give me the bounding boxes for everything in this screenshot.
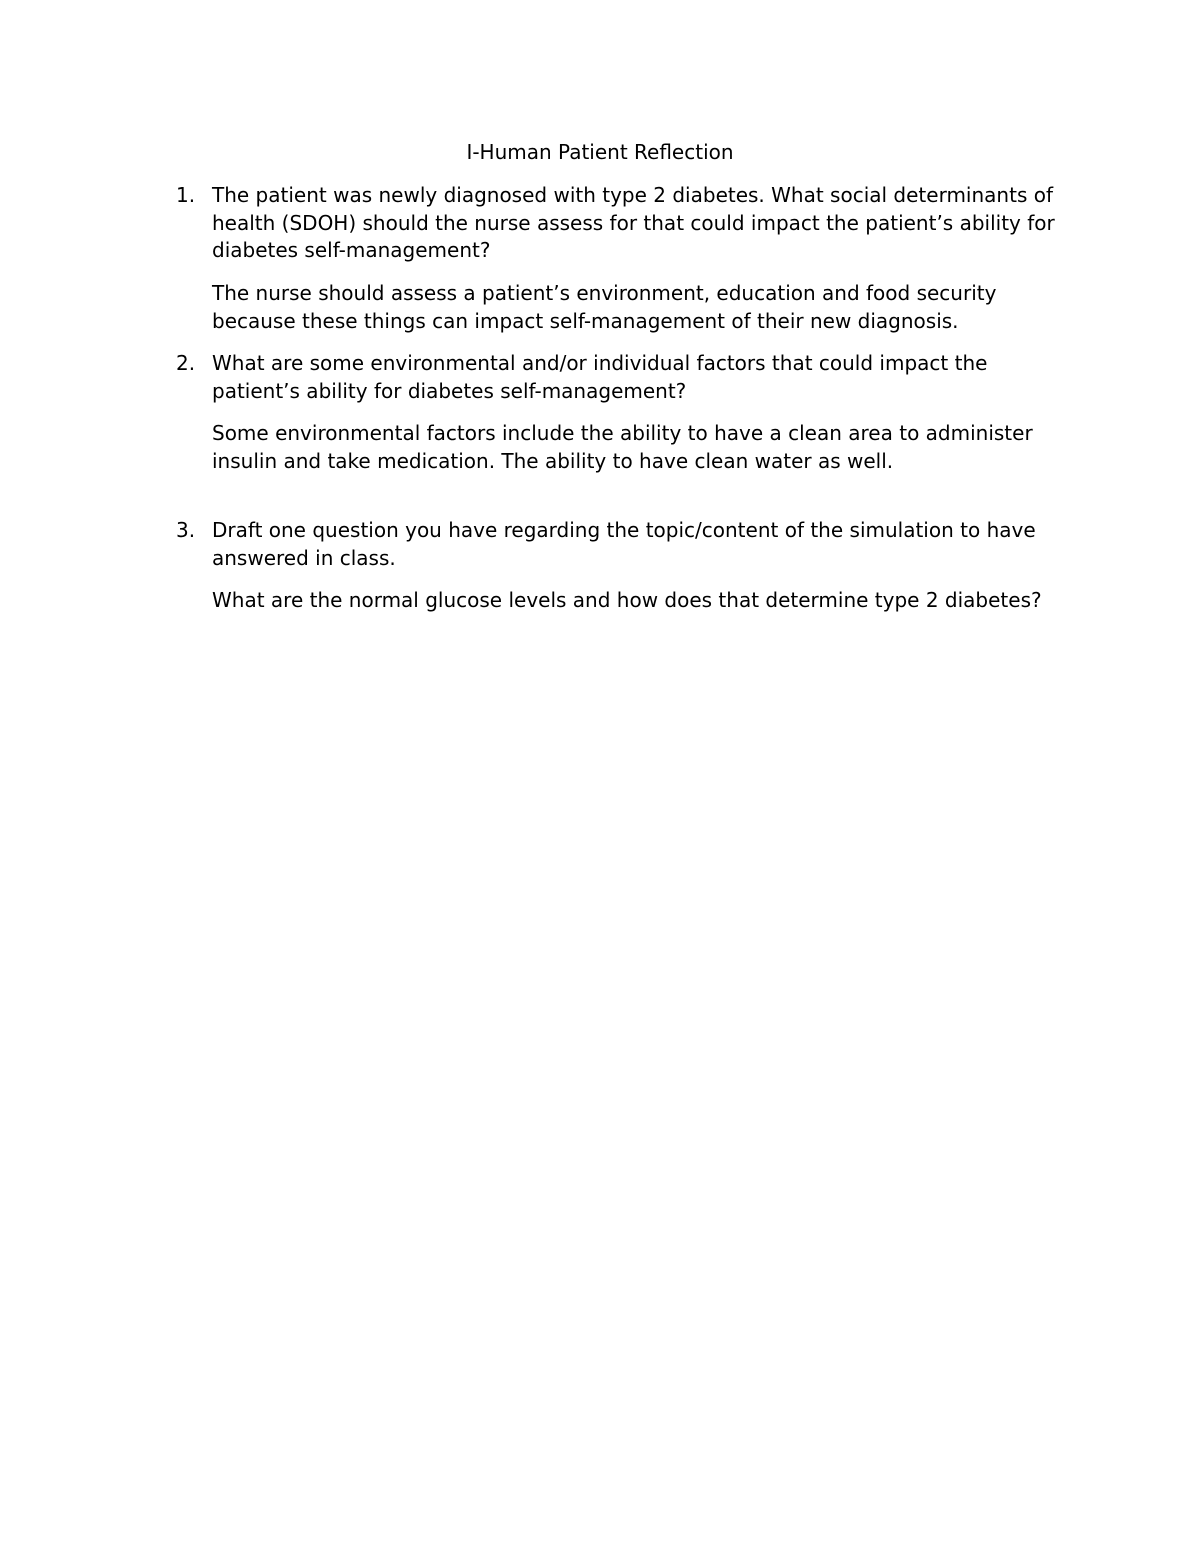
question-text: Draft one question you have regarding the topic/content of the simulation to have answered in class. (212, 518, 1036, 570)
answer-text: What are the normal glucose levels and how does that determine type 2 diabetes? (212, 588, 1042, 612)
question-text: The patient was newly diagnosed with type 2 diabetes. What social determinants of health (SDOH) should the nurse assess for that could impact the patient’s ability for diabetes self-management? (212, 183, 1055, 262)
answer-text: The nurse should assess a patient’s environment, education and food security because these things can impact self-management of their new diagnosis. (212, 281, 997, 333)
document-title: I-Human Patient Reflection (466, 140, 734, 164)
question-number: 1. (176, 183, 196, 207)
question-text: What are some environmental and/or individual factors that could impact the patient’s ability for diabetes self-management? (212, 351, 988, 403)
question-number: 3. (176, 518, 196, 542)
question-number: 2. (176, 351, 196, 375)
answer-text: Some environmental factors include the ability to have a clean area to administer insulin and take medication. The ability to have clean water as well. (212, 421, 1033, 473)
